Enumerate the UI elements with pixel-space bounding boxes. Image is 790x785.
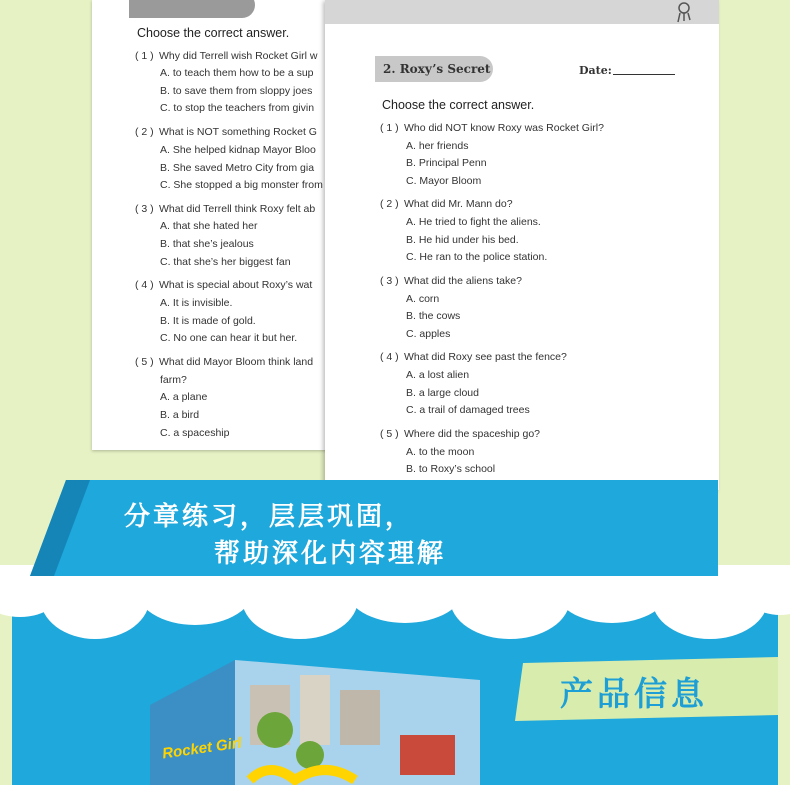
question-3: ( 3 ) What did the aliens take? — [380, 275, 522, 287]
option-c: C. Mayor Bloom — [406, 175, 482, 187]
option-a: A. corn — [406, 293, 440, 305]
chapter-title-pill — [375, 56, 493, 82]
question-1: ( 1 ) Why did Terrell wish Rocket Girl w — [135, 50, 318, 62]
header-band — [325, 0, 719, 24]
rocket-girl-icon — [671, 0, 697, 24]
option-a: A. to teach them how to be a sup — [160, 67, 314, 79]
chapter-tab — [129, 0, 255, 18]
question-5: ( 5 ) Where did the spaceship go? — [380, 428, 541, 440]
instruction: Choose the correct answer. — [137, 26, 290, 40]
option-c: C. He ran to the police station. — [406, 251, 548, 263]
option-b: B. the cows — [406, 310, 461, 322]
banner-line-1: 分章练习，层层巩固， — [124, 501, 415, 531]
option-a: A. He tried to fight the aliens. — [406, 216, 541, 228]
chapter-title: 2. Roxy’s Secret — [383, 62, 491, 76]
option-b: B. a large cloud — [406, 387, 479, 399]
question-4: ( 4 ) What did Roxy see past the fence? — [380, 351, 567, 363]
question-4: ( 4 ) What is special about Roxy’s wat — [135, 279, 313, 291]
box-brand-logo: Rocket Girl — [161, 734, 243, 763]
product-box-image — [150, 660, 480, 785]
option-b: B. to Roxy’s school — [406, 463, 496, 475]
worksheet-back — [92, 0, 332, 450]
option-a: A. a lost alien — [406, 369, 470, 381]
option-b: B. It is made of gold. — [160, 315, 256, 327]
option-b: B. a bird — [160, 409, 200, 421]
banner-line-2: 帮助深化内容理解 — [214, 538, 447, 568]
option-c: C. to stop the teachers from givin — [160, 102, 315, 114]
date-line — [613, 74, 675, 75]
option-c: C. that she’s her biggest fan — [160, 256, 291, 268]
option-a: A. It is invisible. — [160, 297, 233, 309]
option-c: C. She stopped a big monster from — [160, 179, 323, 191]
option-b: B. Principal Penn — [406, 157, 487, 169]
worksheet-front — [325, 0, 719, 490]
question-3: ( 3 ) What did Terrell think Roxy felt ab — [135, 203, 316, 215]
option-c: C. No one can hear it but her. — [160, 332, 298, 344]
question-2: ( 2 ) What is NOT something Rocket G — [135, 126, 317, 138]
date-label: Date: — [579, 64, 612, 77]
question-2: ( 2 ) What did Mr. Mann do? — [380, 198, 513, 210]
option-b: B. She saved Metro City from gia — [160, 162, 315, 174]
option-a: A. She helped kidnap Mayor Bloo — [160, 144, 316, 156]
option-b: B. to save them from sloppy joes — [160, 85, 313, 97]
option-b: B. He hid under his bed. — [406, 234, 519, 246]
option-a: A. her friends — [406, 140, 469, 152]
option-c: C. a spaceship — [160, 427, 230, 439]
option-a: A. a plane — [160, 391, 208, 403]
option-c: C. a trail of damaged trees — [406, 404, 530, 416]
option-a: A. to the moon — [406, 446, 475, 458]
question-5-continued: farm? — [160, 374, 187, 386]
product-info-title: 产品信息 — [560, 675, 708, 712]
instruction: Choose the correct answer. — [382, 98, 535, 112]
question-5: ( 5 ) What did Mayor Bloom think land — [135, 356, 314, 368]
question-1: ( 1 ) Who did NOT know Roxy was Rocket Girl? — [380, 122, 604, 134]
option-c: C. apples — [406, 328, 451, 340]
option-a: A. that she hated her — [160, 220, 258, 232]
option-b: B. that she’s jealous — [160, 238, 254, 250]
